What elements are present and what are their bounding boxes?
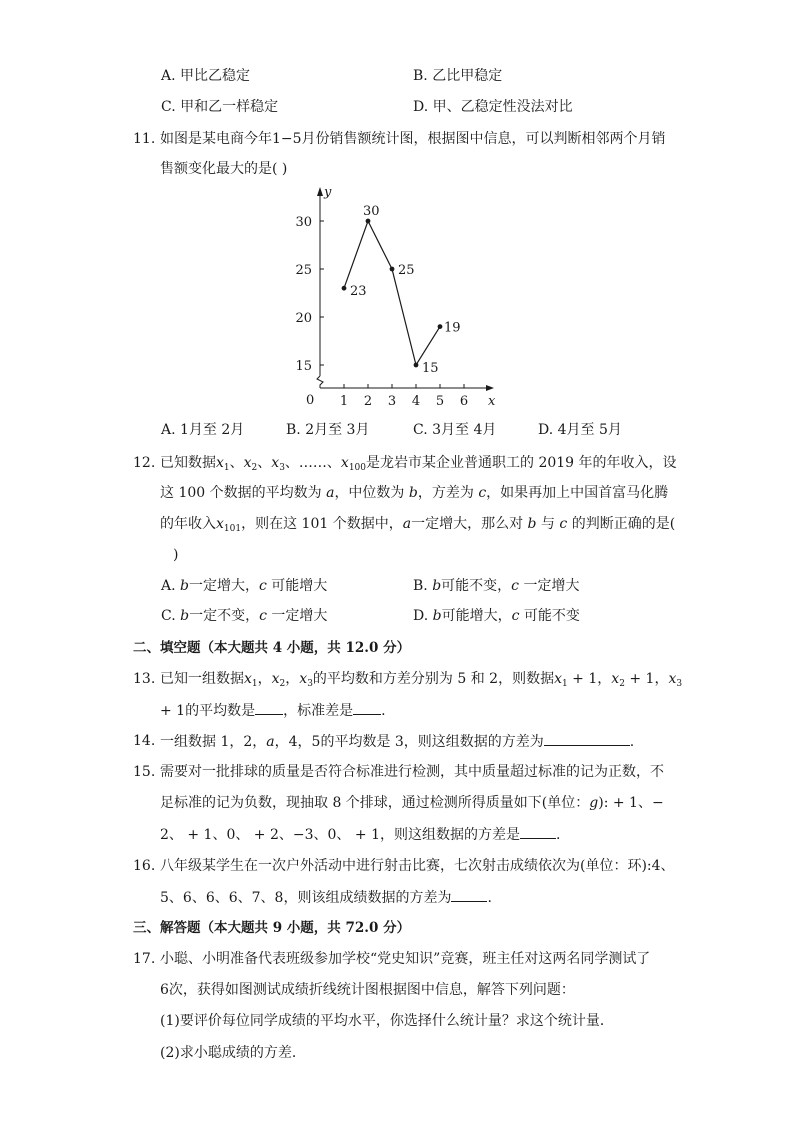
data-point [342, 286, 347, 291]
q11-text-line1: 如图是某电商今年1−5月份销售额统计图，根据图中信息，可以判断相邻两个月销 [160, 131, 666, 147]
x-axis-arrow [486, 385, 494, 391]
q12-option-b: B. b可能不变，c 一定增大 [413, 578, 580, 594]
q12-option-a: A. b一定增大，c 可能增大 [161, 578, 328, 594]
q13-text-line1: 已知一组数据$x_1$，$x_2$，$x_3$的平均数和方差分别为 5 和 2，则数据$x_1 + 1$，$x_2 + 1$，$x_3$ [160, 671, 683, 689]
q10-option-a: A. 甲比乙稳定 [161, 68, 251, 84]
y-tick-label: 25 [295, 263, 312, 278]
q15-answer-blank[interactable] [520, 824, 556, 839]
data-label: 30 [363, 204, 380, 219]
data-label: 15 [422, 361, 439, 376]
q14-number: 14. [133, 733, 156, 749]
data-label: 23 [350, 284, 367, 300]
y-tick-label: 20 [295, 311, 312, 326]
data-point [438, 324, 443, 329]
q11-number: 11. [133, 131, 156, 147]
q13-mean-blank[interactable] [255, 700, 283, 715]
origin-label: 0 [306, 393, 315, 408]
q14-text: 一组数据 1，2，a，4，5的平均数是 3，则这组数据的方差为 . [160, 731, 634, 752]
x-tick-label: 1 [339, 394, 349, 409]
q15-text-line3: 2、 + 1、0、 + 2、−3、0、 + 1，则这组数据的方差是 . [160, 824, 560, 845]
q12-option-c: C. b一定不变，c 一定增大 [161, 608, 328, 624]
x-tick-label: 2 [363, 394, 373, 409]
q11-option-a: A. 1月至 2月 [161, 422, 245, 438]
q16-text-line2: 5、6、6、6、7、8，则该组成绩数据的方差为 . [160, 887, 492, 908]
y-axis-arrow [317, 187, 323, 196]
data-point [414, 363, 419, 368]
q17-text-line2: 6次，获得如图测试成绩折线统计图根据图中信息，解答下列问题： [160, 982, 575, 998]
q15-text-line2: 足标准的记为负数，现抽取 8 个排球，通过检测所得质量如下(单位：g): + 1、− [160, 795, 664, 811]
section-heading-solutions: 三、解答题（本大题共 9 小题，共 72.0 分） [133, 920, 411, 936]
q16-number: 16. [133, 858, 156, 874]
q17-text-line1: 小聪、小明准备代表班级参加学校“党史知识”竞赛，班主任对这两名同学测试了 [160, 951, 651, 967]
x-tick-label: 6 [459, 394, 469, 409]
q10-option-b: B. 乙比甲稳定 [413, 68, 503, 84]
sales-line-chart [290, 180, 510, 412]
q17-part2: (2)求小聪成绩的方差． [160, 1045, 306, 1061]
q13-stddev-blank[interactable] [353, 700, 381, 715]
y-tick-label: 30 [295, 215, 312, 230]
section-heading-fill-in: 二、填空题（本大题共 4 小题，共 12.0 分） [133, 640, 411, 656]
x-tick-label: 3 [387, 394, 397, 409]
q17-number: 17. [133, 951, 156, 967]
y-tick-label: 15 [295, 359, 312, 374]
q17-part1: (1)要评价每位同学成绩的平均水平，你选择什么统计量？求这个统计量． [160, 1013, 614, 1029]
q12-text-line2: 这 100 个数据的平均数为 a，中位数为 b，方差为 c，如果再加上中国首富马化腾 [160, 485, 669, 501]
data-label: 25 [398, 263, 415, 278]
x-tick-label: 5 [435, 394, 445, 409]
y-axis-label: y [324, 185, 332, 200]
q11-option-c: C. 3月至 4月 [413, 422, 497, 438]
q13-number: 13. [133, 671, 156, 687]
q15-number: 15. [133, 764, 156, 780]
data-point [390, 267, 395, 272]
q11-text-line2: 售额变化最大的是( ) [160, 161, 288, 177]
q13-text-line2: + 1的平均数是 ，标准差是 . [160, 700, 386, 721]
q12-text-line3: 的年收入$x_{101}$，则在这 101 个数据中，a一定增大，那么对 b 与 c 的判断正确的是( [160, 516, 676, 534]
q10-option-c: C. 甲和乙一样稳定 [161, 99, 279, 115]
data-point [366, 219, 371, 224]
q15-text-line1: 需要对一批排球的质量是否符合标准进行检测，其中质量超过标准的记为正数，不 [160, 764, 664, 780]
data-label: 19 [444, 320, 461, 336]
q12-option-d: D. b可能增大，c 可能不变 [413, 608, 580, 624]
q12-number: 12. [133, 455, 156, 471]
q10-option-d: D. 甲、乙稳定性没法对比 [413, 99, 573, 115]
x-tick-label: 4 [411, 394, 421, 409]
q11-option-d: D. 4月至 5月 [538, 422, 622, 438]
y-axis-break [317, 376, 323, 388]
q16-answer-blank[interactable] [451, 887, 487, 902]
q12-text-line4: ) [173, 547, 179, 563]
q16-text-line1: 八年级某学生在一次户外活动中进行射击比赛，七次射击成绩依次为(单位：环):4、 [160, 858, 675, 874]
q11-option-b: B. 2月至 3月 [286, 422, 370, 438]
q12-text-line1: 已知数据$x_1$、$x_2$、$x_3$、……、$x_{100}$是龙岩市某企业普通职工的 2019 年的年收入，设 [160, 455, 677, 473]
q14-answer-blank[interactable] [544, 731, 630, 746]
x-axis-label: x [488, 394, 496, 409]
